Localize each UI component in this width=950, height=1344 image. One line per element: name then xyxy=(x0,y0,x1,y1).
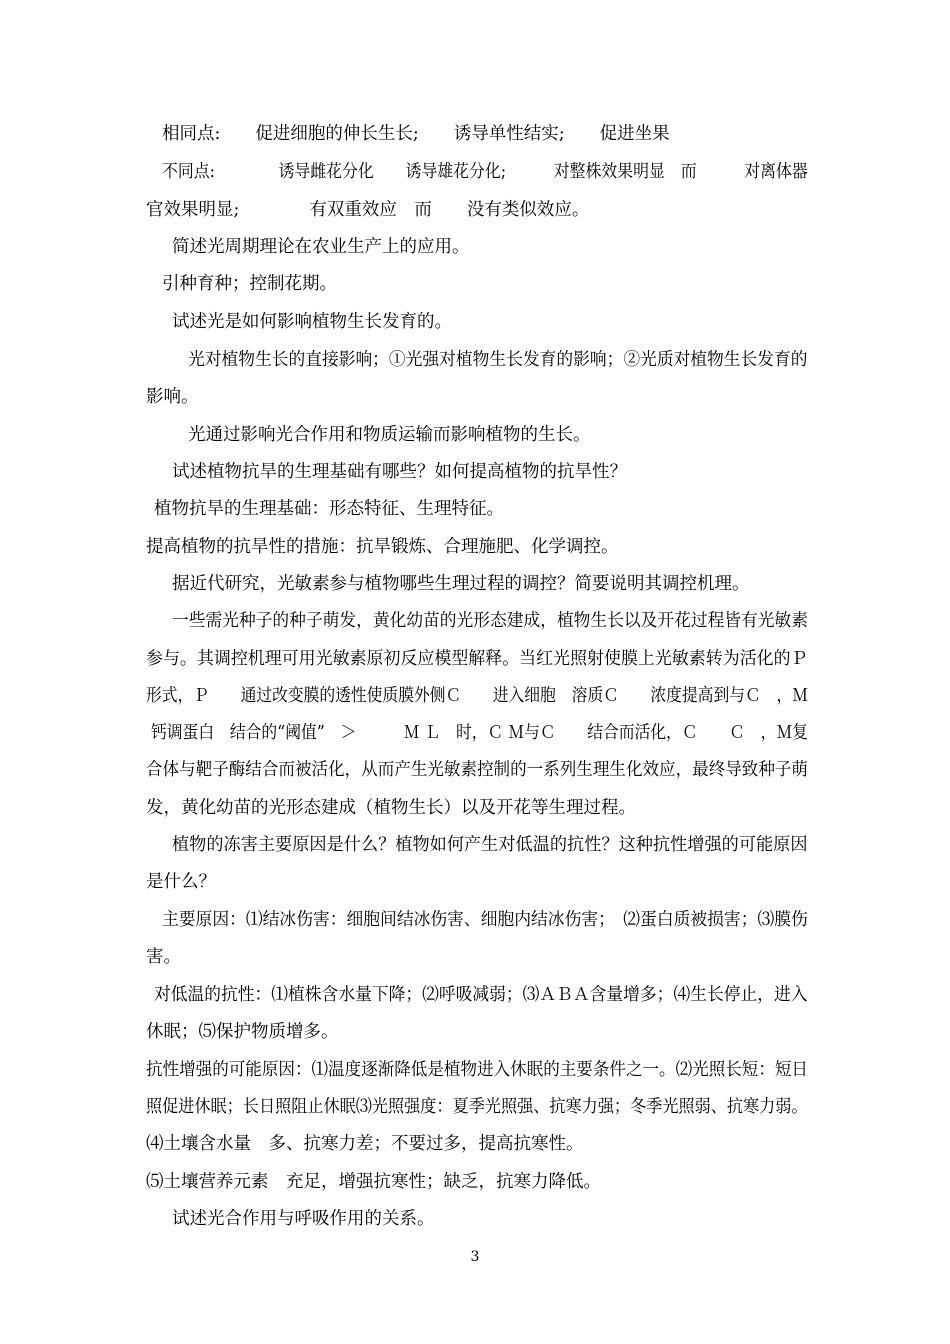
answer-line: 形式，Ｐ 通过改变膜的透性使质膜外侧Ｃ 进入细胞 溶质Ｃ 浓度提高到与Ｃ ，Ｍ xyxy=(146,686,809,706)
answer-line: 影响。 xyxy=(146,387,199,407)
page-number: 3 xyxy=(470,1249,480,1265)
answer-line: 光通过影响光合作用和物质运输而影响植物的生长。 xyxy=(188,425,591,445)
text-line: 不同点: 诱导雌花分化 诱导雄花分化; 对整株效果明显 而 对离体器 xyxy=(162,162,808,182)
answer-line: 光对植物生长的直接影响；①光强对植物生长发育的影响；②光质对植物生长发育的 xyxy=(188,350,808,370)
text-line: 官效果明显; 有双重效应 而 没有类似效应。 xyxy=(146,200,590,220)
answer-line: 发，黄化幼苗的光形态建成（植物生长）以及开花等生理过程。 xyxy=(146,798,636,818)
question-line: 是什么？ xyxy=(146,872,216,892)
answer-line: 主要原因：⑴结冰伤害：细胞间结冰伤害、细胞内结冰伤害； ⑵蛋白质被损害；⑶膜伤 xyxy=(162,910,808,930)
question-line: 简述光周期理论在农业生产上的应用。 xyxy=(172,237,470,257)
answer-line: 休眠；⑸保护物质增多。 xyxy=(146,1022,339,1042)
answer-line: 引种育种；控制花期。 xyxy=(162,274,337,294)
answer-line: ⑸土壤营养元素 充足，增强抗寒性；缺乏，抗寒力降低。 xyxy=(146,1172,601,1192)
answer-line: 合体与靶子酶结合而被活化，从而产生光敏素控制的一系列生理生化效应，最终导致种子萌 xyxy=(146,760,808,780)
question-line: 试述光合作用与呼吸作用的关系。 xyxy=(172,1209,435,1229)
answer-line: 参与。其调控机理可用光敏素原初反应模型解释。当红光照射使膜上光敏素转为活化的Ｐ xyxy=(146,649,808,669)
answer-line: 害。 xyxy=(146,947,181,967)
answer-line: 对低温的抗性：⑴植株含水量下降；⑵呼吸减弱；⑶ＡＢＡ含量增多；⑷生长停止，进入 xyxy=(154,985,808,1005)
text-line: 相同点: 促进细胞的伸长生长; 诱导单性结实; 促进坐果 xyxy=(162,124,670,144)
question-line: 试述光是如何影响植物生长发育的。 xyxy=(172,312,452,332)
answer-line: 钙调蛋白 结合的“阈值” ＞ Ｍ Ｌ 时，Ｃ Ｍ与Ｃ 结合而活化，Ｃ Ｃ ，Ｍ复 xyxy=(151,723,808,743)
answer-line: 抗性增强的可能原因：⑴温度逐渐降低是植物进入休眠的主要条件之一。⑵光照长短：短日 xyxy=(146,1060,808,1080)
question-line: 据近代研究，光敏素参与植物哪些生理过程的调控？简要说明其调控机理。 xyxy=(172,574,750,594)
answer-line: ⑷土壤含水量 多、抗寒力差；不要过多，提高抗寒性。 xyxy=(146,1134,584,1154)
answer-line: 植物抗旱的生理基础：形态特征、生理特征。 xyxy=(154,499,504,519)
answer-line: 照促进休眠；长日照阻止休眠⑶光照强度：夏季光照强、抗寒力强；冬季光照弱、抗寒力弱。 xyxy=(146,1097,808,1117)
answer-line: 一些需光种子的种子萌发，黄化幼苗的光形态建成，植物生长以及开花过程皆有光敏素 xyxy=(172,611,809,631)
answer-line: 提高植物的抗旱性的措施：抗旱锻炼、合理施肥、化学调控。 xyxy=(146,537,619,557)
question-line: 试述植物抗旱的生理基础有哪些？如何提高植物的抗旱性？ xyxy=(172,462,627,482)
question-line: 植物的冻害主要原因是什么？植物如何产生对低温的抗性？这种抗性增强的可能原因 xyxy=(172,835,808,855)
